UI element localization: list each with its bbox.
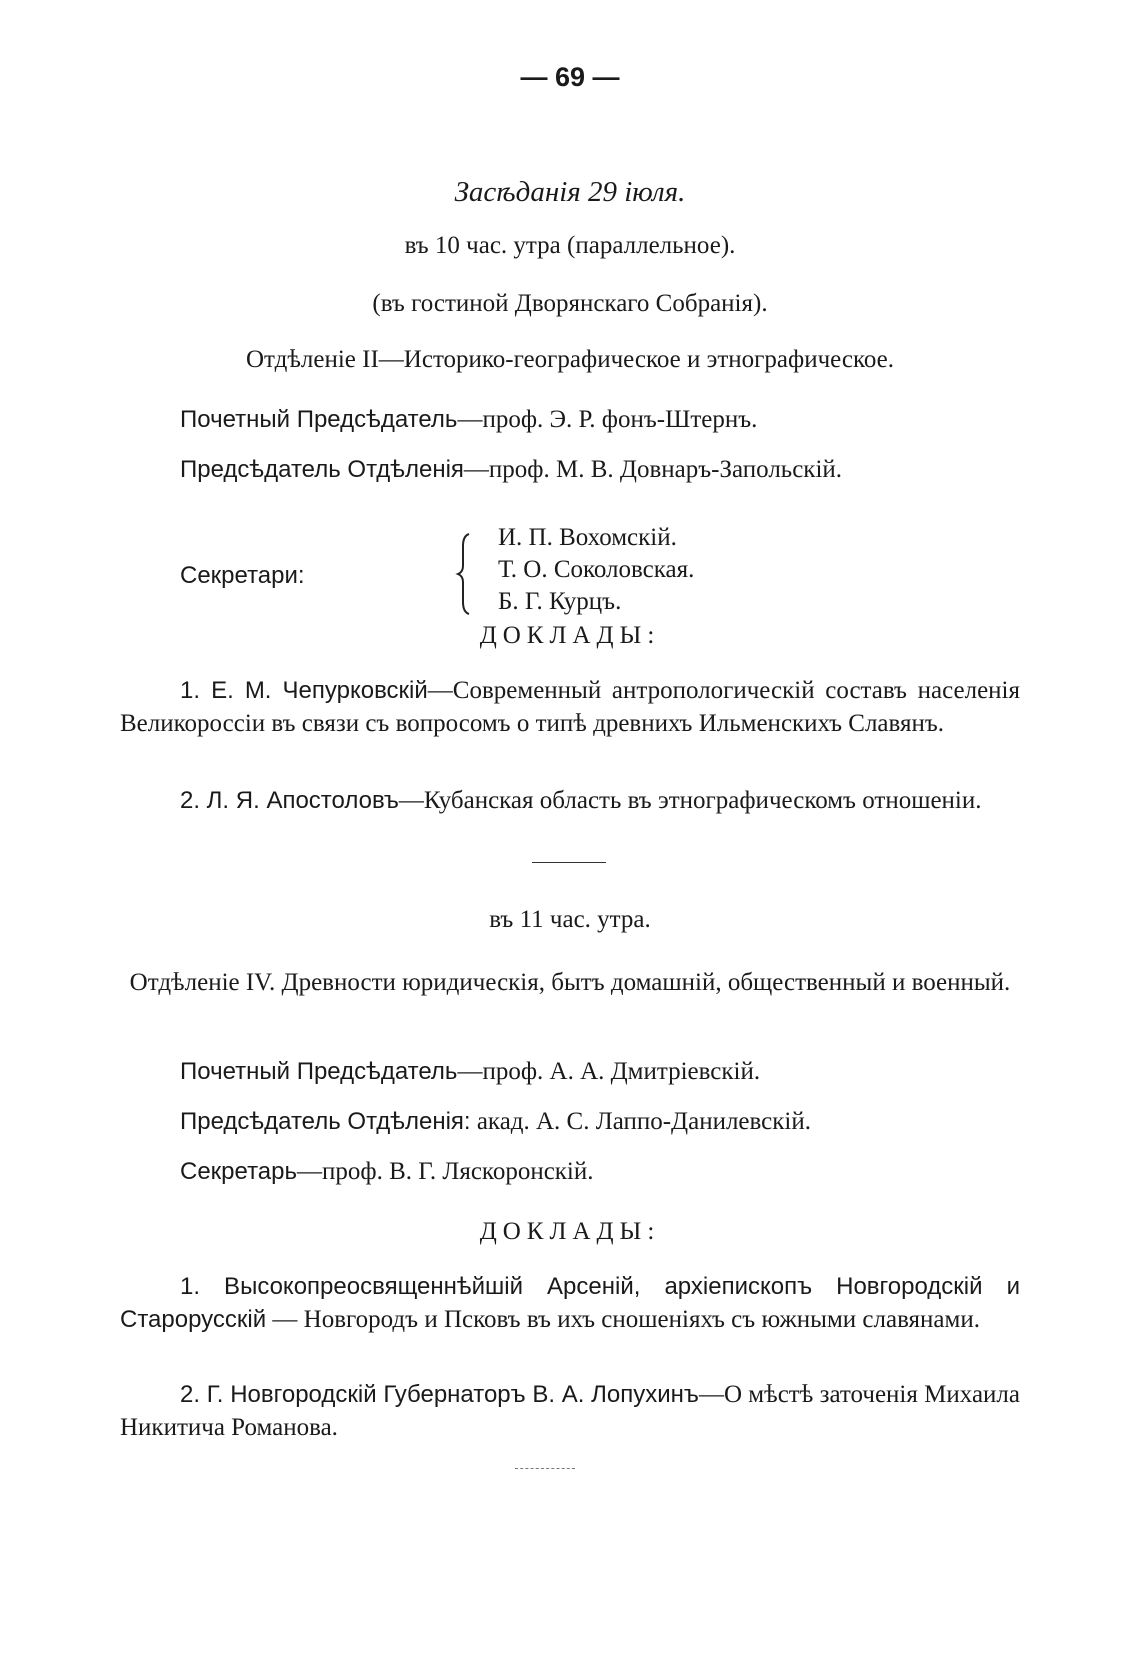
secretaries-list [498, 522, 694, 618]
session1-honorary-chair [120, 406, 1080, 434]
secretary-value: —проф. В. Г. Ляскоронскій. [297, 1158, 594, 1185]
report-text: — Новгородъ и Псковъ въ ихъ сношеніяхъ съ южными славянами. [266, 1306, 980, 1333]
session1-department: Отдѣленіе II—Историко-географическое и этнографическое. [245, 346, 895, 373]
end-divider [515, 1468, 575, 1469]
honorary-chair-label: Почетный Предсѣдатель [180, 1058, 458, 1085]
secretary-name: Т. О. Соколовская. [498, 556, 695, 583]
session2-chair [120, 1108, 1080, 1136]
session2-time: въ 11 час. утра. [489, 906, 651, 933]
session2-report-1 [120, 1270, 1020, 1336]
session2-department: Отдѣленіе IV. Древности юридическія, бытъ домашній, общественный и военный. [129, 969, 1011, 996]
session-title: Засѣданія 29 іюля. [454, 176, 686, 208]
secretary-name: И. П. Вохомскій. [498, 524, 677, 551]
session2-reports-heading: ДОКЛАДЫ: [479, 1218, 661, 1245]
chair-label: Предсѣдатель Отдѣленія [180, 456, 464, 483]
honorary-chair-value: —проф. А. А. Дмитріевскій. [457, 1058, 761, 1085]
report-author: 2. Л. Я. Апостоловъ [180, 787, 399, 814]
session1-report-1 [120, 674, 1020, 740]
session2-report-2 [120, 1378, 1020, 1444]
session2-secretary [120, 1158, 1080, 1186]
page-number: — 69 — [520, 62, 620, 92]
report-text: —О мѣстѣ заточенія Михаила Никитича Романова. [120, 1381, 1020, 1441]
session1-place: (въ гостиной Дворянскаго Собранія). [372, 290, 768, 317]
session2-honorary-chair [120, 1058, 1080, 1086]
chair-value: акад. А. С. Лаппо-Данилевскій. [470, 1108, 811, 1135]
session1-reports-heading: ДОКЛАДЫ: [479, 622, 661, 649]
report-author: 1. Е. М. Чепурковскій [180, 677, 428, 704]
report-text: —Современный антропологическій составъ населенія Великороссіи въ связи съ вопросомъ о типѣ древнихъ Ильменскихъ Славянъ. [120, 677, 1020, 737]
session1-report-2 [120, 784, 1020, 817]
secretary-label: Секретарь [180, 1158, 297, 1185]
report-author: 1. Высокопреосвященнѣйшій Арсеній, архіепископъ Новгородскій и Старорусскій [120, 1273, 1020, 1333]
honorary-chair-value: —проф. Э. Р. фонъ-Штернъ. [457, 406, 758, 433]
session1-time: въ 10 час. утра (параллельное). [404, 232, 736, 259]
chair-label: Предсѣдатель Отдѣленія: [180, 1108, 471, 1135]
report-text: —Кубанская область въ этнографическомъ отношеніи. [398, 787, 982, 814]
section-divider [532, 862, 606, 863]
report-author: 2. Г. Новгородскій Губернаторъ В. А. Лопухинъ [180, 1381, 699, 1408]
honorary-chair-label: Почетный Предсѣдатель [180, 406, 458, 433]
secretary-name: Б. Г. Курцъ. [498, 588, 622, 615]
secretaries-label: Секретари: [180, 562, 305, 589]
curly-brace-icon [455, 532, 475, 616]
session1-chair [120, 456, 1080, 484]
chair-value: —проф. М. В. Довнаръ-Запольскій. [463, 456, 843, 483]
